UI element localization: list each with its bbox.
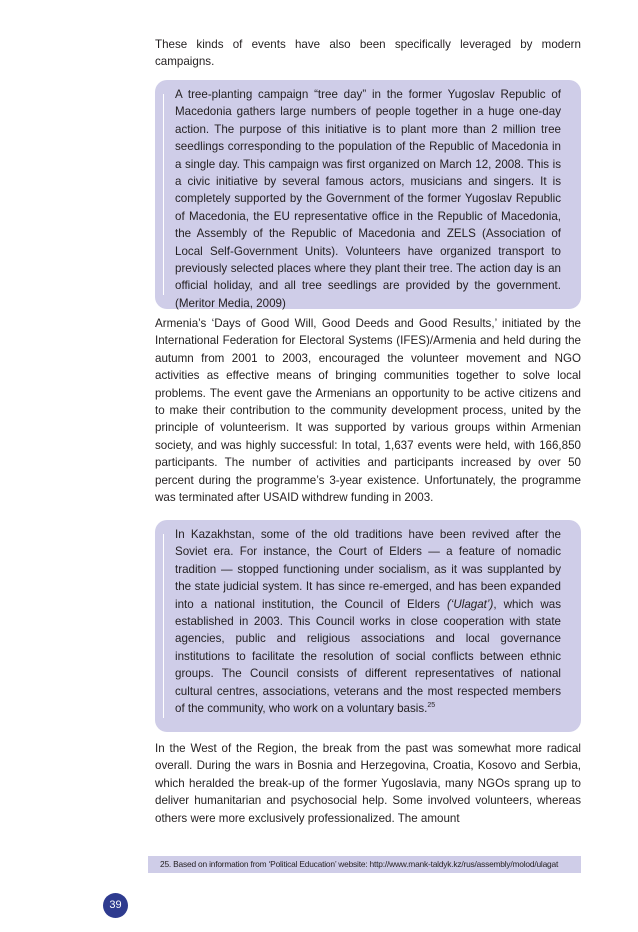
page-number-badge: 39 [103,893,128,918]
macedonia-case-box [155,80,581,309]
kazakhstan-text-part1: In Kazakhstan, some of the old traditions have been revived after the Soviet era. For instance, the Court of Elders — a feature of nomadic tradition — stopped functioning under socialism, as it was supplanted by the state judicial system. It has since re-emerged, and has been expanded into a national institution, the Council of Elders [175,528,561,611]
footnote-reference[interactable]: 25 [427,702,436,710]
west-region-paragraph: In the West of the Region, the break from the past was somewhat more radical overall. During the wars in Bosnia and Herzegovina, Croatia, Kosovo and Serbia, which heralded the break-up of the former Yugoslavia, many NGOs sprang up to deliver humanitarian and psychosocial help. Some involved volunteers, whereas others were more exclusively professionalized. The amount [155,742,581,825]
macedonia-case-text: A tree-planting campaign “tree day” in the former Yugoslav Republic of Macedonia gathers large numbers of people together in a huge one-day action. The purpose of this initiative is to plant more than 2 million tree seedlings corresponding to the population of the Republic of Macedonia in a single day. This campaign was first organized on March 12, 2008. This is a civic initiative by several famous actors, musicians and singers. It is completely supported by the Government of the former Yugoslav Republic of Macedonia, the EU representative office in the Republic of Macedonia, the Assembly of the Republic of Macedonia and ZELS (Association of Local Self-Government Units). Volunteers have organized transport to previously selected places where they plant their tree. The action day is an official holiday, and all tree seedlings are provided by the government. (Meritor Media, 2009) [175,88,561,310]
kazakhstan-case-box [155,520,581,732]
box-divider [163,94,164,295]
intro-paragraph: These kinds of events have also been specifically leveraged by modern campaigns. [155,38,581,69]
armenia-paragraph: Armenia’s ‘Days of Good Will, Good Deeds and Good Results,’ initiated by the International Federation for Electoral Systems (IFES)/Armenia and held during the autumn from 2001 to 2003, encouraged the volunteer movement and NGO activities as effective means of bringing communities together to solve local problems. The event gave the Armenians an opportunity to be active citizens and to make their contribution to the community development process, united by the principle of volunteerism. It was supported by various groups within Armenian society, and was highly successful: In total, 1,637 events were held, with 166,850 participants. The number of activities and participants increased by over 50 percent during the programme’s 3-year existence. Unfortunately, the programme was terminated after USAID withdrew funding in 2003. [155,317,581,505]
ulagat-term: (‘Ulagat’) [446,597,494,611]
kazakhstan-case-text [175,526,561,717]
kazakhstan-text-part2: , which was established in 2003. This Council works in close cooperation with state agencies, public and religious associations and local governance institutions to facilitate the resolution of social conflicts between ethnic groups. The Council consists of different representatives of national cultural centres, associations, veterans and the most respected members of the community, who work on a voluntary basis. [175,597,561,716]
box-divider [163,534,164,718]
footnote: 25. Based on information from ‘Political Education’ website: http://www.mank-taldyk.kz/rus/assembly/molod/ulagat [148,856,581,873]
